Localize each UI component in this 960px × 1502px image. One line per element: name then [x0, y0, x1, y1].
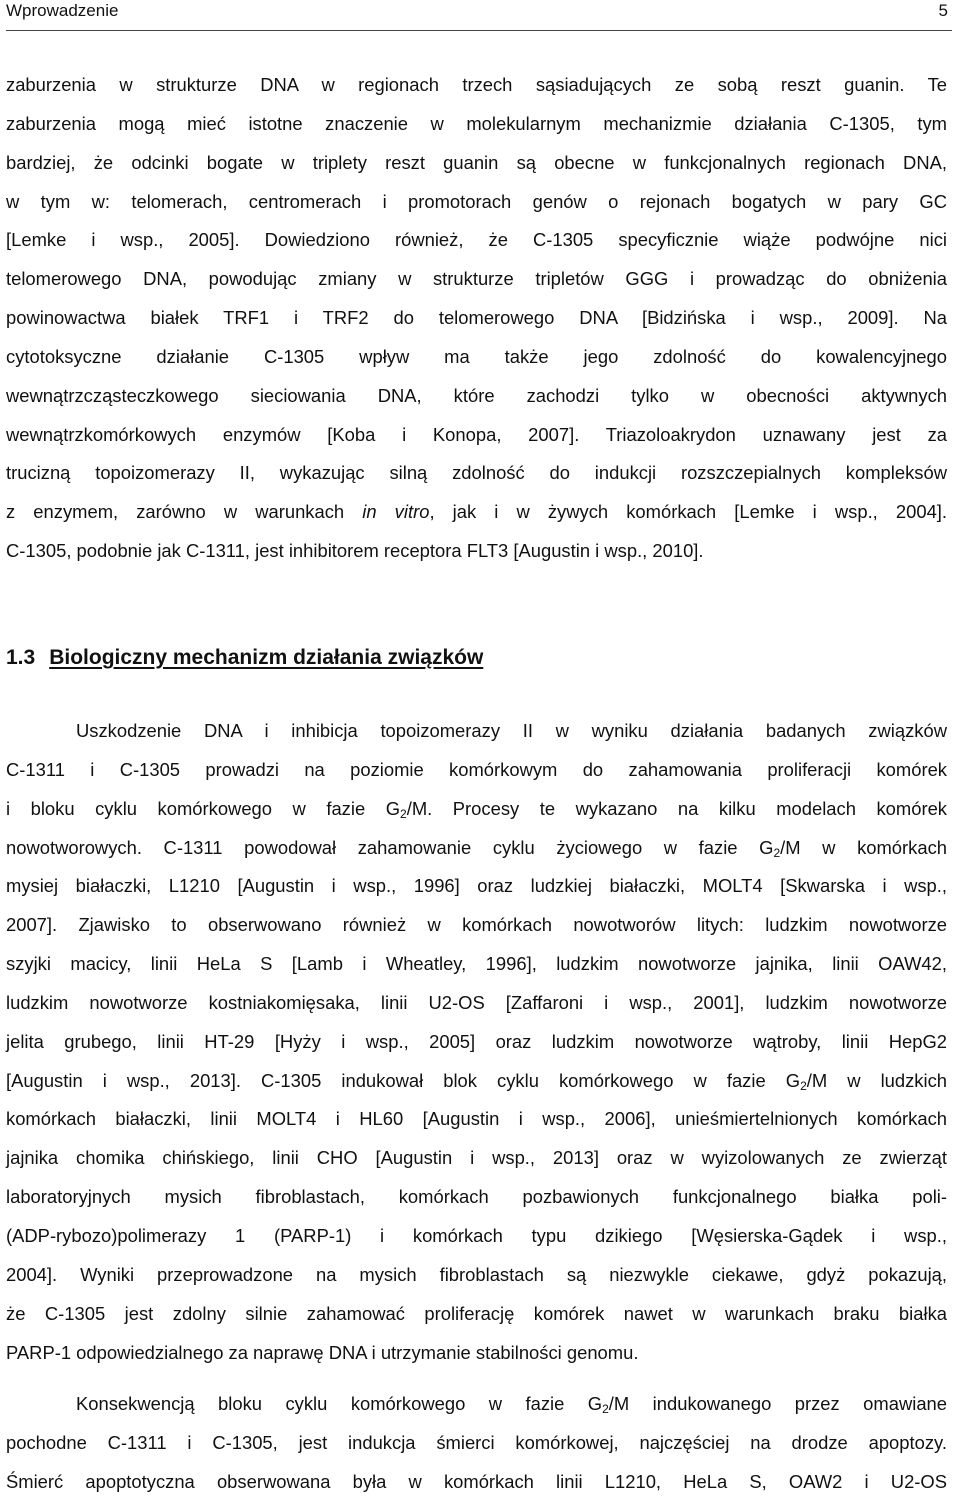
text-line: [6, 790, 947, 829]
header-title: Wprowadzenie: [6, 1, 119, 20]
text-line: szyjki macicy, linii HeLa S [Lamb i Wheatley, 1996], ludzkim nowotworze jajnika, linii OAW42,: [6, 953, 947, 975]
paragraph-2: [6, 712, 947, 1372]
section-number: 1.3: [6, 646, 36, 669]
text-line: [6, 829, 947, 868]
text-line: [Lemke i wsp., 2005]. Dowiedziono również, że C-1305 specyficznie wiąże podwójne nici: [6, 229, 947, 251]
text-segment: /M w ludzkich: [806, 1069, 948, 1091]
section-heading: [6, 646, 483, 670]
text-line: telomerowego DNA, powodując zmiany w strukturze tripletów GGG i prowadząc do obniżenia: [6, 268, 947, 290]
text-line: 2007]. Zjawisko to obserwowano również w komórkach nowotworów litych: ludzkim nowotworze: [6, 914, 947, 936]
text-line: (ADP-rybozo)polimerazy 1 (PARP-1) i komórkach typu dzikiego [Węsierska-Gądek i wsp.,: [6, 1224, 947, 1246]
subscript: 2: [773, 845, 781, 860]
italic-term: in vitro: [362, 501, 430, 523]
text-line: Śmierć apoptotyczna obserwowana była w komórkach linii L1210, HeLa S, OAW2 i U2-OS: [6, 1470, 947, 1492]
text-segment: nowotworowych. C-1311 powodował zahamowanie cyklu życiowego w fazie G: [6, 836, 774, 858]
text-line: jelita grubego, linii HT-29 [Hyży i wsp., 2005] oraz ludzkim nowotworze wątroby, linii HepG2: [6, 1030, 947, 1052]
text-line: trucizną topoizomerazy II, wykazując silną zdolność do indukcji rozszczepialnych kompleksów: [6, 462, 947, 484]
section-title: Biologiczny mechanizm działania związków: [49, 646, 484, 669]
text-line: w tym w: telomerach, centromerach i promotorach genów o rejonach bogatych w pary GC: [6, 190, 947, 212]
text-line: bardziej, że odcinki bogate w triplety reszt guanin są obecne w funkcjonalnych regionach DNA,: [6, 151, 947, 173]
text-segment: , jak i w żywych komórkach [Lemke i wsp., 2004].: [429, 501, 948, 523]
text-segment: /M w komórkach: [780, 836, 948, 858]
text-segment: /M. Procesy te wykazano na kilku modelach komórek: [406, 797, 947, 819]
text-line: cytotoksyczne działanie C-1305 wpływ ma także jego zdolność do kowalencyjnego: [6, 345, 947, 367]
text-segment: /M indukowanego przez omawiane: [608, 1393, 948, 1414]
text-line: jajnika chomika chińskiego, linii CHO [Augustin i wsp., 2013] oraz w wyizolowanych ze zwierząt: [6, 1147, 947, 1169]
text-line: 2004]. Wyniki przeprowadzone na mysich fibroblastach są niezwykle ciekawe, gdyż pokazują,: [6, 1263, 947, 1285]
text-line: [6, 1385, 947, 1424]
text-segment: z enzymem, zarówno w warunkach: [6, 501, 363, 523]
subscript: 2: [800, 1078, 807, 1093]
paragraph-1: [6, 66, 947, 571]
text-line: wewnątrzkomórkowych enzymów [Koba i Konopa, 2007]. Triazoloakrydon uznawany jest za: [6, 423, 947, 445]
text-line: [6, 493, 947, 532]
running-header: [6, 0, 952, 31]
text-line: pochodne C-1311 i C-1305, jest indukcja śmierci komórkowej, najczęściej na drodze apoptozy.: [6, 1431, 947, 1453]
text-line: PARP-1 odpowiedzialnego za naprawę DNA i utrzymanie stabilności genomu.: [6, 1341, 639, 1363]
text-line: C-1305, podobnie jak C-1311, jest inhibitorem receptora FLT3 [Augustin i wsp., 2010].: [6, 540, 704, 562]
text-line: że C-1305 jest zdolny silnie zahamować proliferację komórek nawet w warunkach braku białka: [6, 1302, 947, 1324]
text-line: zaburzenia w strukturze DNA w regionach trzech sąsiadujących ze sobą reszt guanin. Te: [6, 74, 947, 95]
text-segment: Konsekwencją bloku cyklu komórkowego w fazie G: [76, 1393, 603, 1414]
text-line: mysiej białaczki, L1210 [Augustin i wsp., 1996] oraz ludzkiej białaczki, MOLT4 [Skwarska i wsp.,: [6, 875, 947, 897]
text-line: powinowactwa białek TRF1 i TRF2 do telomerowego DNA [Bidzińska i wsp., 2009]. Na: [6, 307, 947, 329]
subscript: 2: [602, 1402, 609, 1416]
text-line: ludzkim nowotworze kostniakomięsaka, linii U2-OS [Zaffaroni i wsp., 2001], ludzkim nowotworze: [6, 991, 947, 1013]
text-line: [6, 1062, 947, 1101]
page-number: 5: [938, 1, 948, 20]
text-line: laboratoryjnych mysich fibroblastach, komórkach pozbawionych funkcjonalnego białka poli-: [6, 1186, 947, 1208]
text-line: wewnątrzcząsteczkowego sieciowania DNA, które zachodzi tylko w obecności aktywnych: [6, 384, 947, 406]
text-line: Uszkodzenie DNA i inhibicja topoizomerazy II w wyniku działania badanych związków: [76, 720, 947, 741]
paragraph-3: [6, 1385, 947, 1502]
text-segment: i bloku cyklu komórkowego w fazie G: [6, 797, 401, 819]
text-line: komórkach białaczki, linii MOLT4 i HL60 [Augustin i wsp., 2006], unieśmiertelnionych komórkach: [6, 1108, 947, 1130]
text-segment: [Augustin i wsp., 2013]. C-1305 indukował blok cyklu komórkowego w fazie G: [6, 1069, 801, 1091]
text-line: zaburzenia mogą mieć istotne znaczenie w molekularnym mechanizmie działania C-1305, tym: [6, 112, 947, 134]
text-line: C-1311 i C-1305 prowadzi na poziomie komórkowym do zahamowania proliferacji komórek: [6, 758, 947, 780]
subscript: 2: [400, 806, 407, 821]
